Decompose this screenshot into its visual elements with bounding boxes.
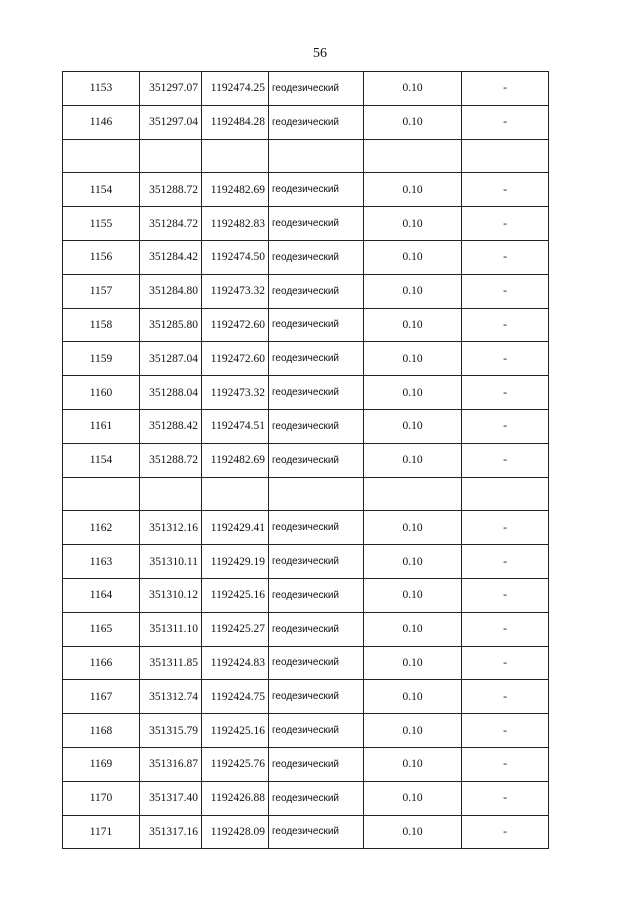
y-coordinate-cell: 1192474.25 [202, 72, 269, 106]
y-coordinate-cell: 1192482.69 [202, 443, 269, 477]
x-coordinate-cell [140, 477, 202, 511]
y-coordinate-cell: 1192428.09 [202, 815, 269, 849]
note-cell: - [462, 72, 549, 106]
point-number-cell: 1166 [63, 646, 140, 680]
table-row [63, 173, 549, 207]
y-coordinate-cell: 1192472.60 [202, 342, 269, 376]
accuracy-cell: 0.10 [364, 72, 462, 106]
table-row [63, 207, 549, 241]
method-cell: геодезический [269, 815, 364, 849]
point-number-cell: 1168 [63, 714, 140, 748]
note-cell: - [462, 781, 549, 815]
x-coordinate-cell: 351311.10 [140, 612, 202, 646]
method-cell: геодезический [269, 105, 364, 139]
method-cell: геодезический [269, 409, 364, 443]
point-number-cell: 1156 [63, 240, 140, 274]
y-coordinate-cell: 1192425.16 [202, 578, 269, 612]
method-cell: геодезический [269, 646, 364, 680]
note-cell: - [462, 173, 549, 207]
accuracy-cell: 0.10 [364, 545, 462, 579]
method-cell: геодезический [269, 72, 364, 106]
note-cell [462, 477, 549, 511]
table-row [63, 747, 549, 781]
x-coordinate-cell: 351284.42 [140, 240, 202, 274]
x-coordinate-cell: 351285.80 [140, 308, 202, 342]
x-coordinate-cell: 351316.87 [140, 747, 202, 781]
table-row [63, 139, 549, 173]
accuracy-cell: 0.10 [364, 274, 462, 308]
table-row [63, 646, 549, 680]
accuracy-cell: 0.10 [364, 578, 462, 612]
table-row [63, 105, 549, 139]
note-cell: - [462, 342, 549, 376]
y-coordinate-cell: 1192424.83 [202, 646, 269, 680]
accuracy-cell: 0.10 [364, 207, 462, 241]
point-number-cell: 1153 [63, 72, 140, 106]
point-number-cell: 1170 [63, 781, 140, 815]
accuracy-cell: 0.10 [364, 815, 462, 849]
method-cell: геодезический [269, 173, 364, 207]
y-coordinate-cell: 1192424.75 [202, 680, 269, 714]
coordinates-table-body [63, 72, 549, 849]
method-cell: геодезический [269, 781, 364, 815]
table-row [63, 714, 549, 748]
y-coordinate-cell: 1192425.76 [202, 747, 269, 781]
note-cell: - [462, 714, 549, 748]
x-coordinate-cell: 351288.72 [140, 443, 202, 477]
y-coordinate-cell: 1192425.27 [202, 612, 269, 646]
method-cell: геодезический [269, 612, 364, 646]
table-row [63, 545, 549, 579]
table-row [63, 376, 549, 410]
note-cell: - [462, 578, 549, 612]
accuracy-cell: 0.10 [364, 646, 462, 680]
point-number-cell: 1154 [63, 443, 140, 477]
x-coordinate-cell: 351287.04 [140, 342, 202, 376]
point-number-cell: 1162 [63, 511, 140, 545]
x-coordinate-cell: 351315.79 [140, 714, 202, 748]
table-row [63, 72, 549, 106]
table-row [63, 511, 549, 545]
x-coordinate-cell: 351284.80 [140, 274, 202, 308]
y-coordinate-cell [202, 477, 269, 511]
point-number-cell: 1158 [63, 308, 140, 342]
note-cell: - [462, 511, 549, 545]
x-coordinate-cell: 351297.07 [140, 72, 202, 106]
x-coordinate-cell: 351288.04 [140, 376, 202, 410]
point-number-cell: 1155 [63, 207, 140, 241]
note-cell: - [462, 240, 549, 274]
method-cell: геодезический [269, 545, 364, 579]
note-cell [462, 139, 549, 173]
method-cell: геодезический [269, 342, 364, 376]
note-cell: - [462, 105, 549, 139]
note-cell: - [462, 376, 549, 410]
accuracy-cell: 0.10 [364, 511, 462, 545]
x-coordinate-cell [140, 139, 202, 173]
method-cell: геодезический [269, 240, 364, 274]
x-coordinate-cell: 351310.11 [140, 545, 202, 579]
point-number-cell: 1160 [63, 376, 140, 410]
note-cell: - [462, 612, 549, 646]
accuracy-cell: 0.10 [364, 240, 462, 274]
x-coordinate-cell: 351310.12 [140, 578, 202, 612]
table-row [63, 815, 549, 849]
table-row [63, 308, 549, 342]
method-cell: геодезический [269, 680, 364, 714]
y-coordinate-cell: 1192429.19 [202, 545, 269, 579]
accuracy-cell: 0.10 [364, 376, 462, 410]
method-cell: геодезический [269, 714, 364, 748]
y-coordinate-cell: 1192429.41 [202, 511, 269, 545]
accuracy-cell: 0.10 [364, 781, 462, 815]
method-cell: геодезический [269, 376, 364, 410]
point-number-cell: 1163 [63, 545, 140, 579]
note-cell: - [462, 308, 549, 342]
method-cell: геодезический [269, 207, 364, 241]
table-row [63, 443, 549, 477]
accuracy-cell: 0.10 [364, 747, 462, 781]
accuracy-cell [364, 139, 462, 173]
table-row [63, 409, 549, 443]
method-cell: геодезический [269, 747, 364, 781]
y-coordinate-cell: 1192472.60 [202, 308, 269, 342]
x-coordinate-cell: 351312.16 [140, 511, 202, 545]
note-cell: - [462, 646, 549, 680]
table-row [63, 240, 549, 274]
point-number-cell: 1157 [63, 274, 140, 308]
point-number-cell: 1171 [63, 815, 140, 849]
accuracy-cell [364, 477, 462, 511]
x-coordinate-cell: 351312.74 [140, 680, 202, 714]
y-coordinate-cell: 1192425.16 [202, 714, 269, 748]
note-cell: - [462, 680, 549, 714]
note-cell: - [462, 815, 549, 849]
method-cell: геодезический [269, 308, 364, 342]
method-cell [269, 139, 364, 173]
x-coordinate-cell: 351284.72 [140, 207, 202, 241]
y-coordinate-cell: 1192473.32 [202, 274, 269, 308]
table-row [63, 781, 549, 815]
x-coordinate-cell: 351317.40 [140, 781, 202, 815]
table-row [63, 274, 549, 308]
table-row [63, 680, 549, 714]
point-number-cell: 1165 [63, 612, 140, 646]
y-coordinate-cell: 1192474.50 [202, 240, 269, 274]
x-coordinate-cell: 351317.16 [140, 815, 202, 849]
x-coordinate-cell: 351311.85 [140, 646, 202, 680]
y-coordinate-cell: 1192473.32 [202, 376, 269, 410]
y-coordinate-cell: 1192474.51 [202, 409, 269, 443]
y-coordinate-cell [202, 139, 269, 173]
x-coordinate-cell: 351297.04 [140, 105, 202, 139]
note-cell: - [462, 207, 549, 241]
x-coordinate-cell: 351288.42 [140, 409, 202, 443]
accuracy-cell: 0.10 [364, 409, 462, 443]
x-coordinate-cell: 351288.72 [140, 173, 202, 207]
note-cell: - [462, 747, 549, 781]
point-number-cell [63, 477, 140, 511]
accuracy-cell: 0.10 [364, 714, 462, 748]
point-number-cell: 1164 [63, 578, 140, 612]
method-cell [269, 477, 364, 511]
y-coordinate-cell: 1192484.28 [202, 105, 269, 139]
accuracy-cell: 0.10 [364, 443, 462, 477]
table-row [63, 612, 549, 646]
accuracy-cell: 0.10 [364, 173, 462, 207]
method-cell: геодезический [269, 274, 364, 308]
accuracy-cell: 0.10 [364, 680, 462, 714]
accuracy-cell: 0.10 [364, 308, 462, 342]
method-cell: геодезический [269, 443, 364, 477]
point-number-cell: 1167 [63, 680, 140, 714]
accuracy-cell: 0.10 [364, 612, 462, 646]
page-number: 56 [313, 46, 327, 61]
method-cell: геодезический [269, 511, 364, 545]
table-row [63, 578, 549, 612]
y-coordinate-cell: 1192482.83 [202, 207, 269, 241]
accuracy-cell: 0.10 [364, 105, 462, 139]
table-row [63, 477, 549, 511]
note-cell: - [462, 409, 549, 443]
point-number-cell: 1146 [63, 105, 140, 139]
y-coordinate-cell: 1192426.88 [202, 781, 269, 815]
point-number-cell [63, 139, 140, 173]
table-row [63, 342, 549, 376]
point-number-cell: 1159 [63, 342, 140, 376]
method-cell: геодезический [269, 578, 364, 612]
accuracy-cell: 0.10 [364, 342, 462, 376]
point-number-cell: 1154 [63, 173, 140, 207]
note-cell: - [462, 545, 549, 579]
y-coordinate-cell: 1192482.69 [202, 173, 269, 207]
note-cell: - [462, 443, 549, 477]
point-number-cell: 1161 [63, 409, 140, 443]
point-number-cell: 1169 [63, 747, 140, 781]
coordinates-table [62, 71, 549, 849]
note-cell: - [462, 274, 549, 308]
